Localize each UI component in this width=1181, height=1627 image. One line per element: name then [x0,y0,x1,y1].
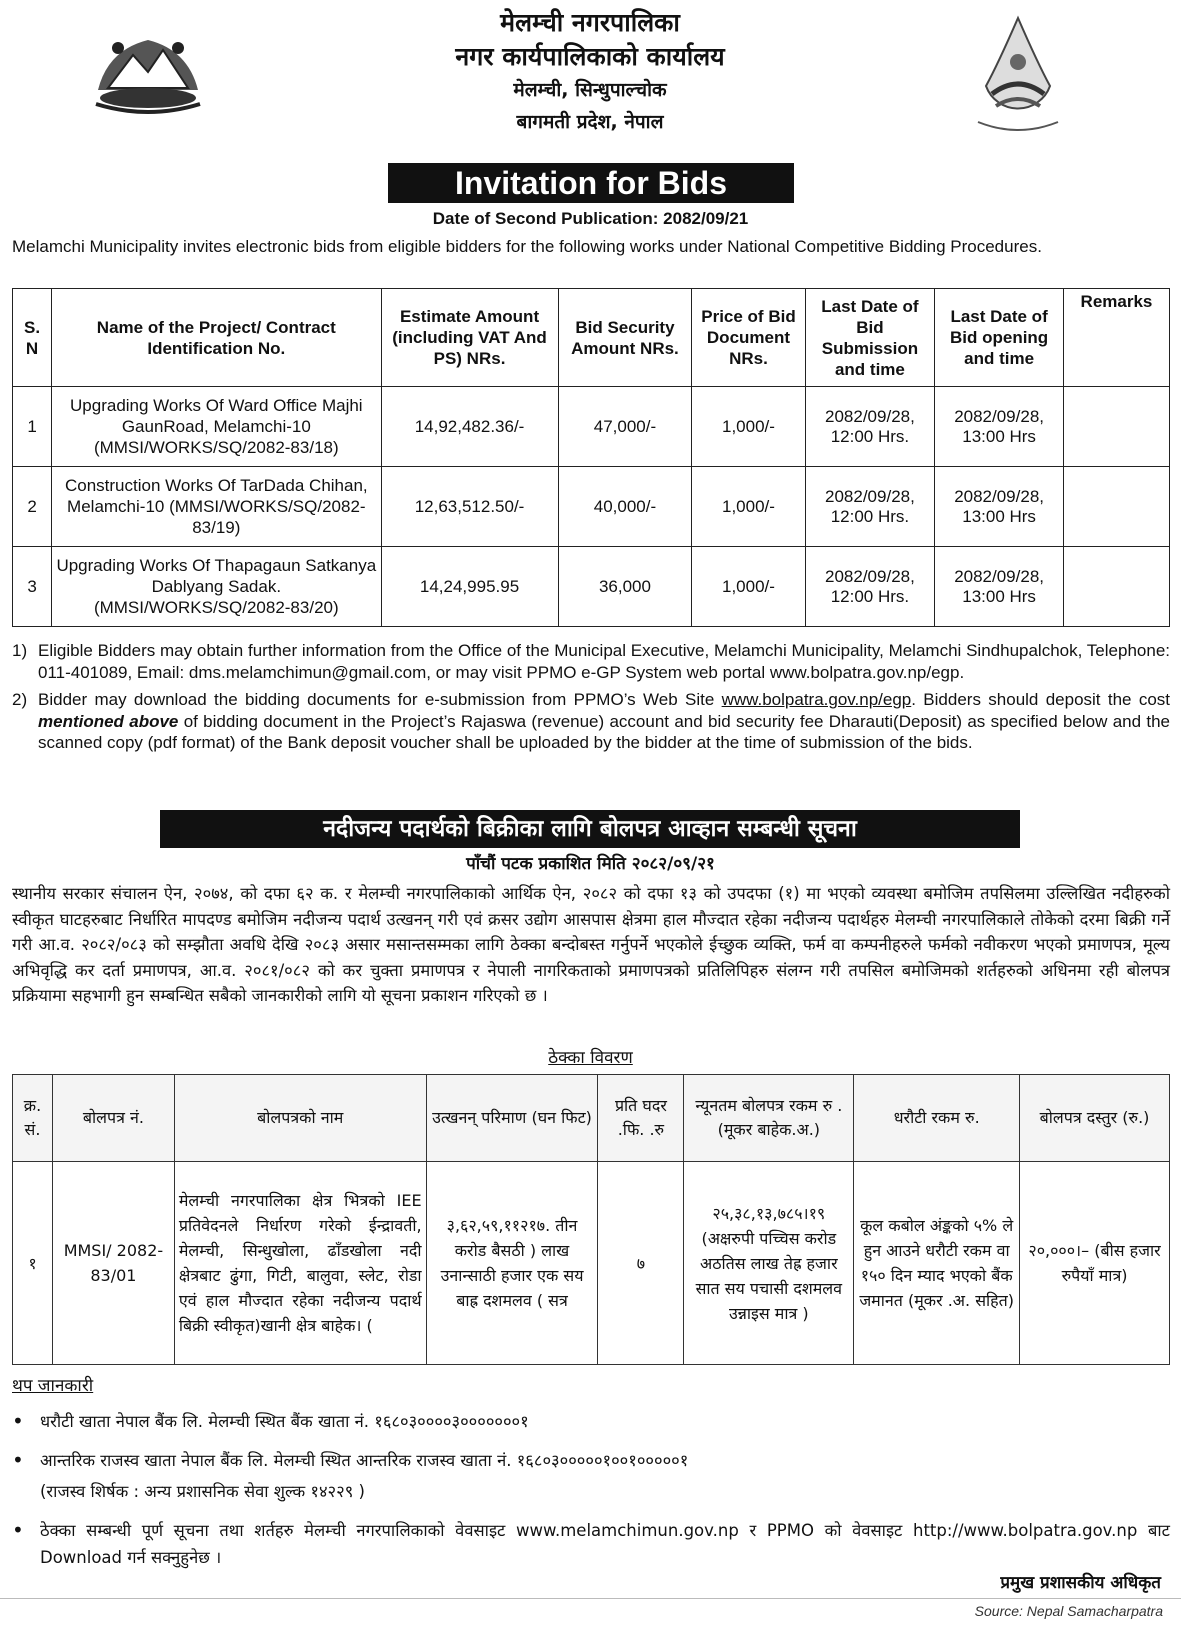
nepali-publication-date: पाँचौं पटक प्रकाशित मिति २०८२/०९/२१ [466,854,715,874]
col-header: बोलपत्र नं. [52,1075,174,1162]
col-header: Estimate Amount (including VAT And PS) NRs. [381,289,558,387]
note-text [38,689,1170,754]
list-item [12,1478,1170,1505]
municipality-name: मेलम्ची नगरपालिका [500,8,680,37]
col-header: Last Date of Bid Submission and time [805,289,935,387]
list-item-text: ठेक्का सम्बन्धी पूर्ण सूचना तथा शर्तहरु मेलम्ची नगरपालिकाको वेवसाइट www.melamchimun.gov.np र PPMO को वेवसाइट http://www.bolpatra.gov.np बाट Download गर्न सक्नुहुनेछ । [40,1521,1170,1567]
nepali-body-paragraph: स्थानीय सरकार संचालन ऐन, २०७४, को दफा ६२ क. र मेलम्ची नगरपालिकाको आर्थिक ऐन, २०८२ को दफा १३ को उपदफा (१) मा भएको व्यवस्था बमोजिम तपसिलमा उल्लिखित नदीहरुको स्वीकृत घाटहरुबाट निर्धारित मापदण्ड बमोजिम नदीजन्य पदार्थ उत्खनन् गरी एवं क्रसर उद्योग आसपास क्षेत्रमा हाल मौज्दात रहेका नदीजन्य पदार्थहरु मेलम्ची नगरपालिकाले तोकेको दरमा बिक्री गर्ने गरी आ.व. २०८२/०८३ को सम्झौता अवधि देखि २०८३ असार मसान्तसम्मका लागि ठेक्का बन्दोबस्त गर्नुपर्ने भएकोले ईच्छुक व्यक्ति, फर्म वा कम्पनीहरुले फर्मको नवीकरण भएको प्रमाणपत्र, मूल्य अभिवृद्धि कर दर्ता प्रमाणपत्र, आ.व. २०८१/०८२ को कर चुक्ता प्रमाणपत्र र नेपाली नागरिकताको प्रमाणपत्रको प्रतिलिपिहरु संलग्न गरी तपसिल बमोजिमको शर्तहरुको अधिनमा रही बोलपत्र प्रक्रियामा सहभागी हुन सम्बन्धित सबैको जानकारीको लागि यो सूचना प्रकाशन गरिएको छ । [12,884,1170,1005]
list-item-text: (राजस्व शिर्षक : अन्य प्रशासनिक सेवा शुल्क १४२२९ ) [40,1482,365,1501]
cell-sn: 2 [13,467,52,547]
note-number: 1) [12,641,28,660]
more-info-list [12,1408,1170,1583]
col-header: क्र. सं. [13,1075,53,1162]
cell-submission: 2082/09/28, 12:00 Hrs. [805,467,935,547]
table-header-row [13,289,1170,387]
col-header: Name of the Project/ Contract Identification No. [52,289,381,387]
publication-date: Date of Second Publication: 2082/09/21 [432,209,749,228]
divider [0,1598,1181,1599]
invitation-banner: Invitation for Bids [388,163,794,203]
cell-rate: ७ [598,1162,684,1365]
col-header: प्रति घदर .फि. .रु [598,1075,684,1162]
cell-estimate: 14,92,482.36/- [381,387,558,467]
cell-fee: २०,०००।– (बीस हजार रुपैयाँ मात्र) [1020,1162,1170,1365]
cell-bid-name: मेलम्ची नगरपालिका क्षेत्र भित्रको IEE प्रतिवेदनले निर्धारण गरेको ईन्द्रावती, मेलम्ची, सिन्धुखोला, ढाँडखोला नदी क्षेत्रबाट ढुंगा, गिटी, बालुवा, स्लेट, रोडा एवं हाल मौज्दात रहेका नदीजन्य पदार्थ बिक्री स्वीकृत)खानी क्षेत्र बाहेक। ( [174,1162,426,1365]
contract-table [12,1074,1170,1365]
table-row [13,467,1170,547]
col-header: धरौटी रकम रु. [854,1075,1020,1162]
intro-paragraph: Melamchi Municipality invites electronic bids from eligible bidders for the following works under National Competitive Bidding Procedures. [12,237,1042,256]
cell-security: 47,000/- [558,387,692,467]
source-credit: Source: Nepal Samacharpatra [974,1603,1163,1619]
cell-opening: 2082/09/28, 13:00 Hrs [935,547,1064,627]
office-location: मेलम्ची, सिन्धुपाल्चोक [513,79,667,101]
cell-remarks [1063,387,1169,467]
nepali-banner: नदीजन्य पदार्थको बिक्रीका लागि बोलपत्र आव्हान सम्बन्धी सूचना [160,810,1020,848]
office-province: बागमती प्रदेश, नेपाल [516,111,664,133]
cell-price: 1,000/- [692,387,805,467]
cell-estimate: 12,63,512.50/- [381,467,558,547]
more-info-title [12,1373,93,1396]
note-number: 2) [12,690,28,709]
col-header: Remarks [1063,289,1169,387]
cell-submission: 2082/09/28, 12:00 Hrs. [805,387,935,467]
note-text: Eligible Bidders may obtain further information from the Office of the Municipal Executive, Melamchi Municipality, Melamchi Sindhupalchok, Telephone: 011-401089, Email: dms.melamchimun@gmail.com, or may visit PPMO e-GP System web portal www.bolpatra.gov.np/egp. [38,641,1170,682]
col-header: Price of Bid Document NRs. [692,289,805,387]
list-item [12,1408,1170,1435]
table-row [13,387,1170,467]
contract-details-title [0,1045,1181,1068]
cell-sn: 3 [13,547,52,627]
cell-remarks [1063,547,1169,627]
cell-project: Construction Works Of TarDada Chihan, Melamchi-10 (MMSI/WORKS/SQ/2082-83/19) [52,467,381,547]
note-text-part: Bidder may download the bidding documents for e-submission from PPMO’s Web Site [38,690,722,709]
col-header: Bid Security Amount NRs. [558,289,692,387]
bullet-icon: • [12,1448,24,1472]
cell-remarks [1063,467,1169,547]
cell-project: Upgrading Works Of Ward Office Majhi GaunRoad, Melamchi-10 (MMSI/WORKS/SQ/2082-83/18) [52,387,381,467]
bolpatra-link[interactable]: www.bolpatra.gov.np/egp [721,690,912,709]
note-item [12,689,1170,754]
cell-price: 1,000/- [692,547,805,627]
table-header-row [13,1075,1170,1162]
more-info-label: थप जानकारी [12,1376,94,1396]
cell-min-amount: २५,३८,१३,७८५।१९ (अक्षरुपी पच्चिस करोड अठतिस लाख तेह्र हजार सात सय पचासी दशमलव उन्नाइस मात्र ) [684,1162,854,1365]
municipality-logo-icon [968,14,1068,134]
cell-deposit: कूल कबोल अंङ्कको ५% ले हुन आउने धरौटी रकम वा १५० दिन म्याद भएको बैंक जमानत (मूकर .अ. सहित) [854,1162,1020,1365]
nepal-emblem-icon [88,20,208,120]
office-heading [300,6,880,138]
cell-estimate: 14,24,995.95 [381,547,558,627]
col-header: Last Date of Bid opening and time [935,289,1064,387]
cell-security: 40,000/- [558,467,692,547]
note-item [12,640,1170,683]
list-item [12,1447,1170,1474]
cell-project: Upgrading Works Of Thapagaun Satkanya Dablyang Sadak. (MMSI/WORKS/SQ/2082-83/20) [52,547,381,627]
cell-opening: 2082/09/28, 13:00 Hrs [935,387,1064,467]
bullet-icon: • [12,1518,24,1542]
cell-submission: 2082/09/28, 12:00 Hrs. [805,547,935,627]
cell-sn: 1 [13,387,52,467]
col-header: न्यूनतम बोलपत्र रकम रु .(मूकर बाहेक.अ.) [684,1075,854,1162]
office-name: नगर कार्यपालिकाको कार्यालय [455,42,725,71]
header [0,0,1181,190]
cell-quantity: ३,६२,५९,११२१७. तीन करोड बैसठी ) लाख उनान्साठी हजार एक सय बाह्र दशमलव ( सत्र [426,1162,598,1365]
note-emphasis: mentioned above [38,711,179,731]
bids-table [12,288,1170,627]
note-text-part: of bidding document in the Project’s Rajaswa (revenue) account and bid security fee Dharauti(Deposit) as specified below and the scanned copy (pdf format) of the Bank deposit voucher shall be uploaded by the bidder at the time of submission of the bids. [38,711,1170,752]
signatory: प्रमुख प्रशासकीय अधिकृत [1000,1573,1161,1593]
col-header: उत्खनन् परिमाण (घन फिट) [426,1075,598,1162]
col-header: बोलपत्रको नाम [174,1075,426,1162]
cell-security: 36,000 [558,547,692,627]
list-item [12,1517,1170,1571]
bullet-icon: • [12,1409,24,1433]
cell-sn: १ [13,1162,53,1365]
list-item-text: धरौटी खाता नेपाल बैंक लि. मेलम्ची स्थित बैंक खाता नं. १६८०३००००३०००००००१ [40,1412,529,1431]
cell-bid-no: MMSI/ 2082-83/01 [52,1162,174,1365]
english-notes [12,640,1170,760]
table-row [13,547,1170,627]
col-header: S. N [13,289,52,387]
table-row [13,1162,1170,1365]
cell-opening: 2082/09/28, 13:00 Hrs [935,467,1064,547]
contract-details-label: ठेक्का विवरण [548,1048,633,1068]
list-item-text: आन्तरिक राजस्व खाता नेपाल बैंक लि. मेलम्ची स्थित आन्तरिक राजस्व खाता नं. १६८०३०००००१००१०००००१ [40,1451,689,1470]
col-header: बोलपत्र दस्तुर (रु.) [1020,1075,1170,1162]
note-text-part: . Bidders should deposit the cost [911,690,1170,709]
cell-price: 1,000/- [692,467,805,547]
